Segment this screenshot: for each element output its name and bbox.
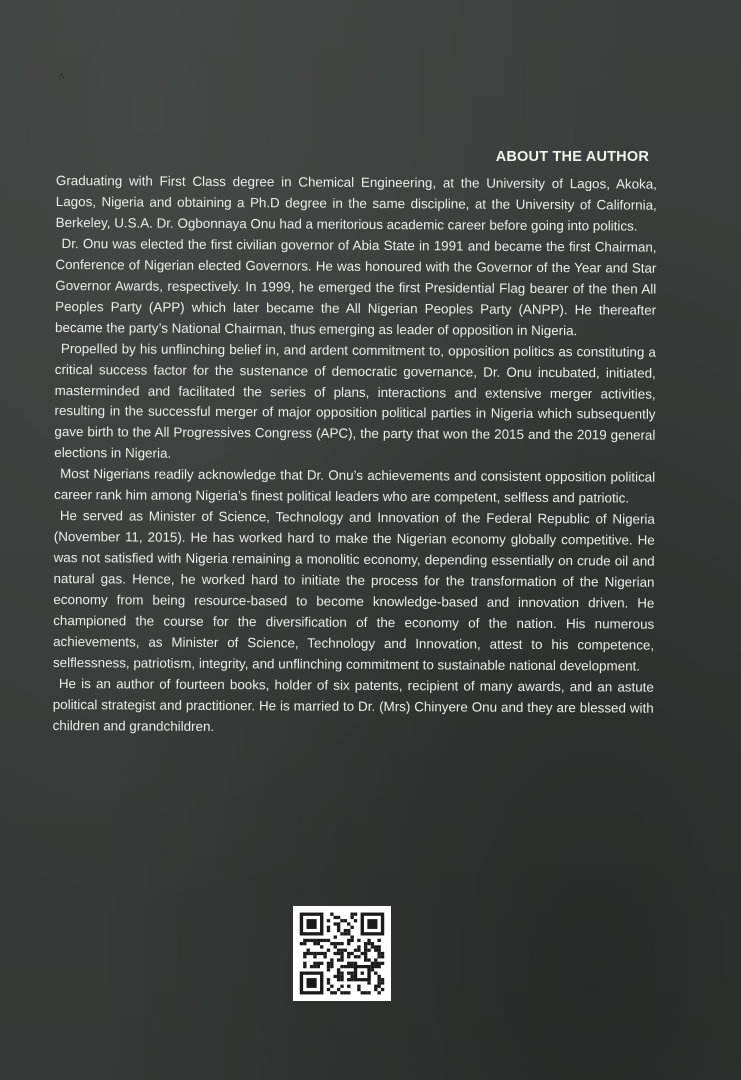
- qr-code-graphic: [293, 906, 391, 1001]
- qr-code-icon[interactable]: [293, 906, 391, 1001]
- bio-paragraph: He is an author of fourteen books, holder of six patents, recipient of many awards, and an astute political strategist and practitioner. He is married to Dr. (Mrs) Chinyere Onu and they are blessed with children and grandchildren.: [52, 675, 654, 734]
- author-bio: [53, 171, 657, 740]
- bio-paragraph: Dr. Onu was elected the first civilian governor of Abia State in 1991 and became the first Chairman, Conference of Nigerian elected Governors. He was honoured with the Governor of the Year and Star Governor Awards, respectively. In 1999, he emerged the first Presidential Flag bearer of the then All Peoples Party (APP) which later became the All Nigerian Peoples Party (ANPP). He thereafter became the party’s National Chairman, thus emerging as leader of opposition in Nigeria.: [55, 235, 657, 338]
- bio-paragraph: He served as Minister of Science, Technology and Innovation of the Federal Republic of Nigeria (November 11, 2015). He has worked hard to make the Nigerian economy globally competitive. He was not satisfied with Nigeria remaining a monolitic economy, depending essentially on crude oil and natural gas. Hence, he worked hard to initiate the process for the transformation of the Nigerian economy from being resource-based to become knowledge-based and innovation driven. He championed the course for the diversification of the economy of the nation. His numerous achievements, as Minister of Science, Technology and Innovation, attest to his competence, selflessness, patriotism, integrity, and unflinching commitment to sustainable national development.: [52, 508, 655, 674]
- section-heading: ABOUT THE AUTHOR: [495, 149, 649, 165]
- bio-paragraph: Propelled by his unflinching belief in, and ardent commitment to, opposition politics as constituting a critical success factor for the sustenance of democratic governance, Dr. Onu incubated, initiated, masterminded and facilitated the series of plans, interactions and extensive merger activities, resulting in the successful merger of major opposition political parties in Nigeria which subsequently gave birth to the All Progressives Congress (APC), the party that won the 2015 and the 2019 general elections in Nigeria.: [54, 340, 656, 462]
- bio-paragraph: Graduating with First Class degree in Chemical Engineering, at the University of Lagos, Akoka, Lagos, Nigeria and obtaining a Ph.D degree in the same discipline, at the University of California, Berkeley, U.S.A. Dr. Ogbonnaya Onu had a meritorious academic career before going into politics.: [55, 172, 657, 234]
- smudge-mark: ˄: [58, 69, 66, 83]
- bio-paragraph: Most Nigerians readily acknowledge that Dr. Onu’s achievements and consistent opposition political career rank him among Nigeria’s finest political leaders who are competent, selfless and patriotic.: [53, 466, 656, 506]
